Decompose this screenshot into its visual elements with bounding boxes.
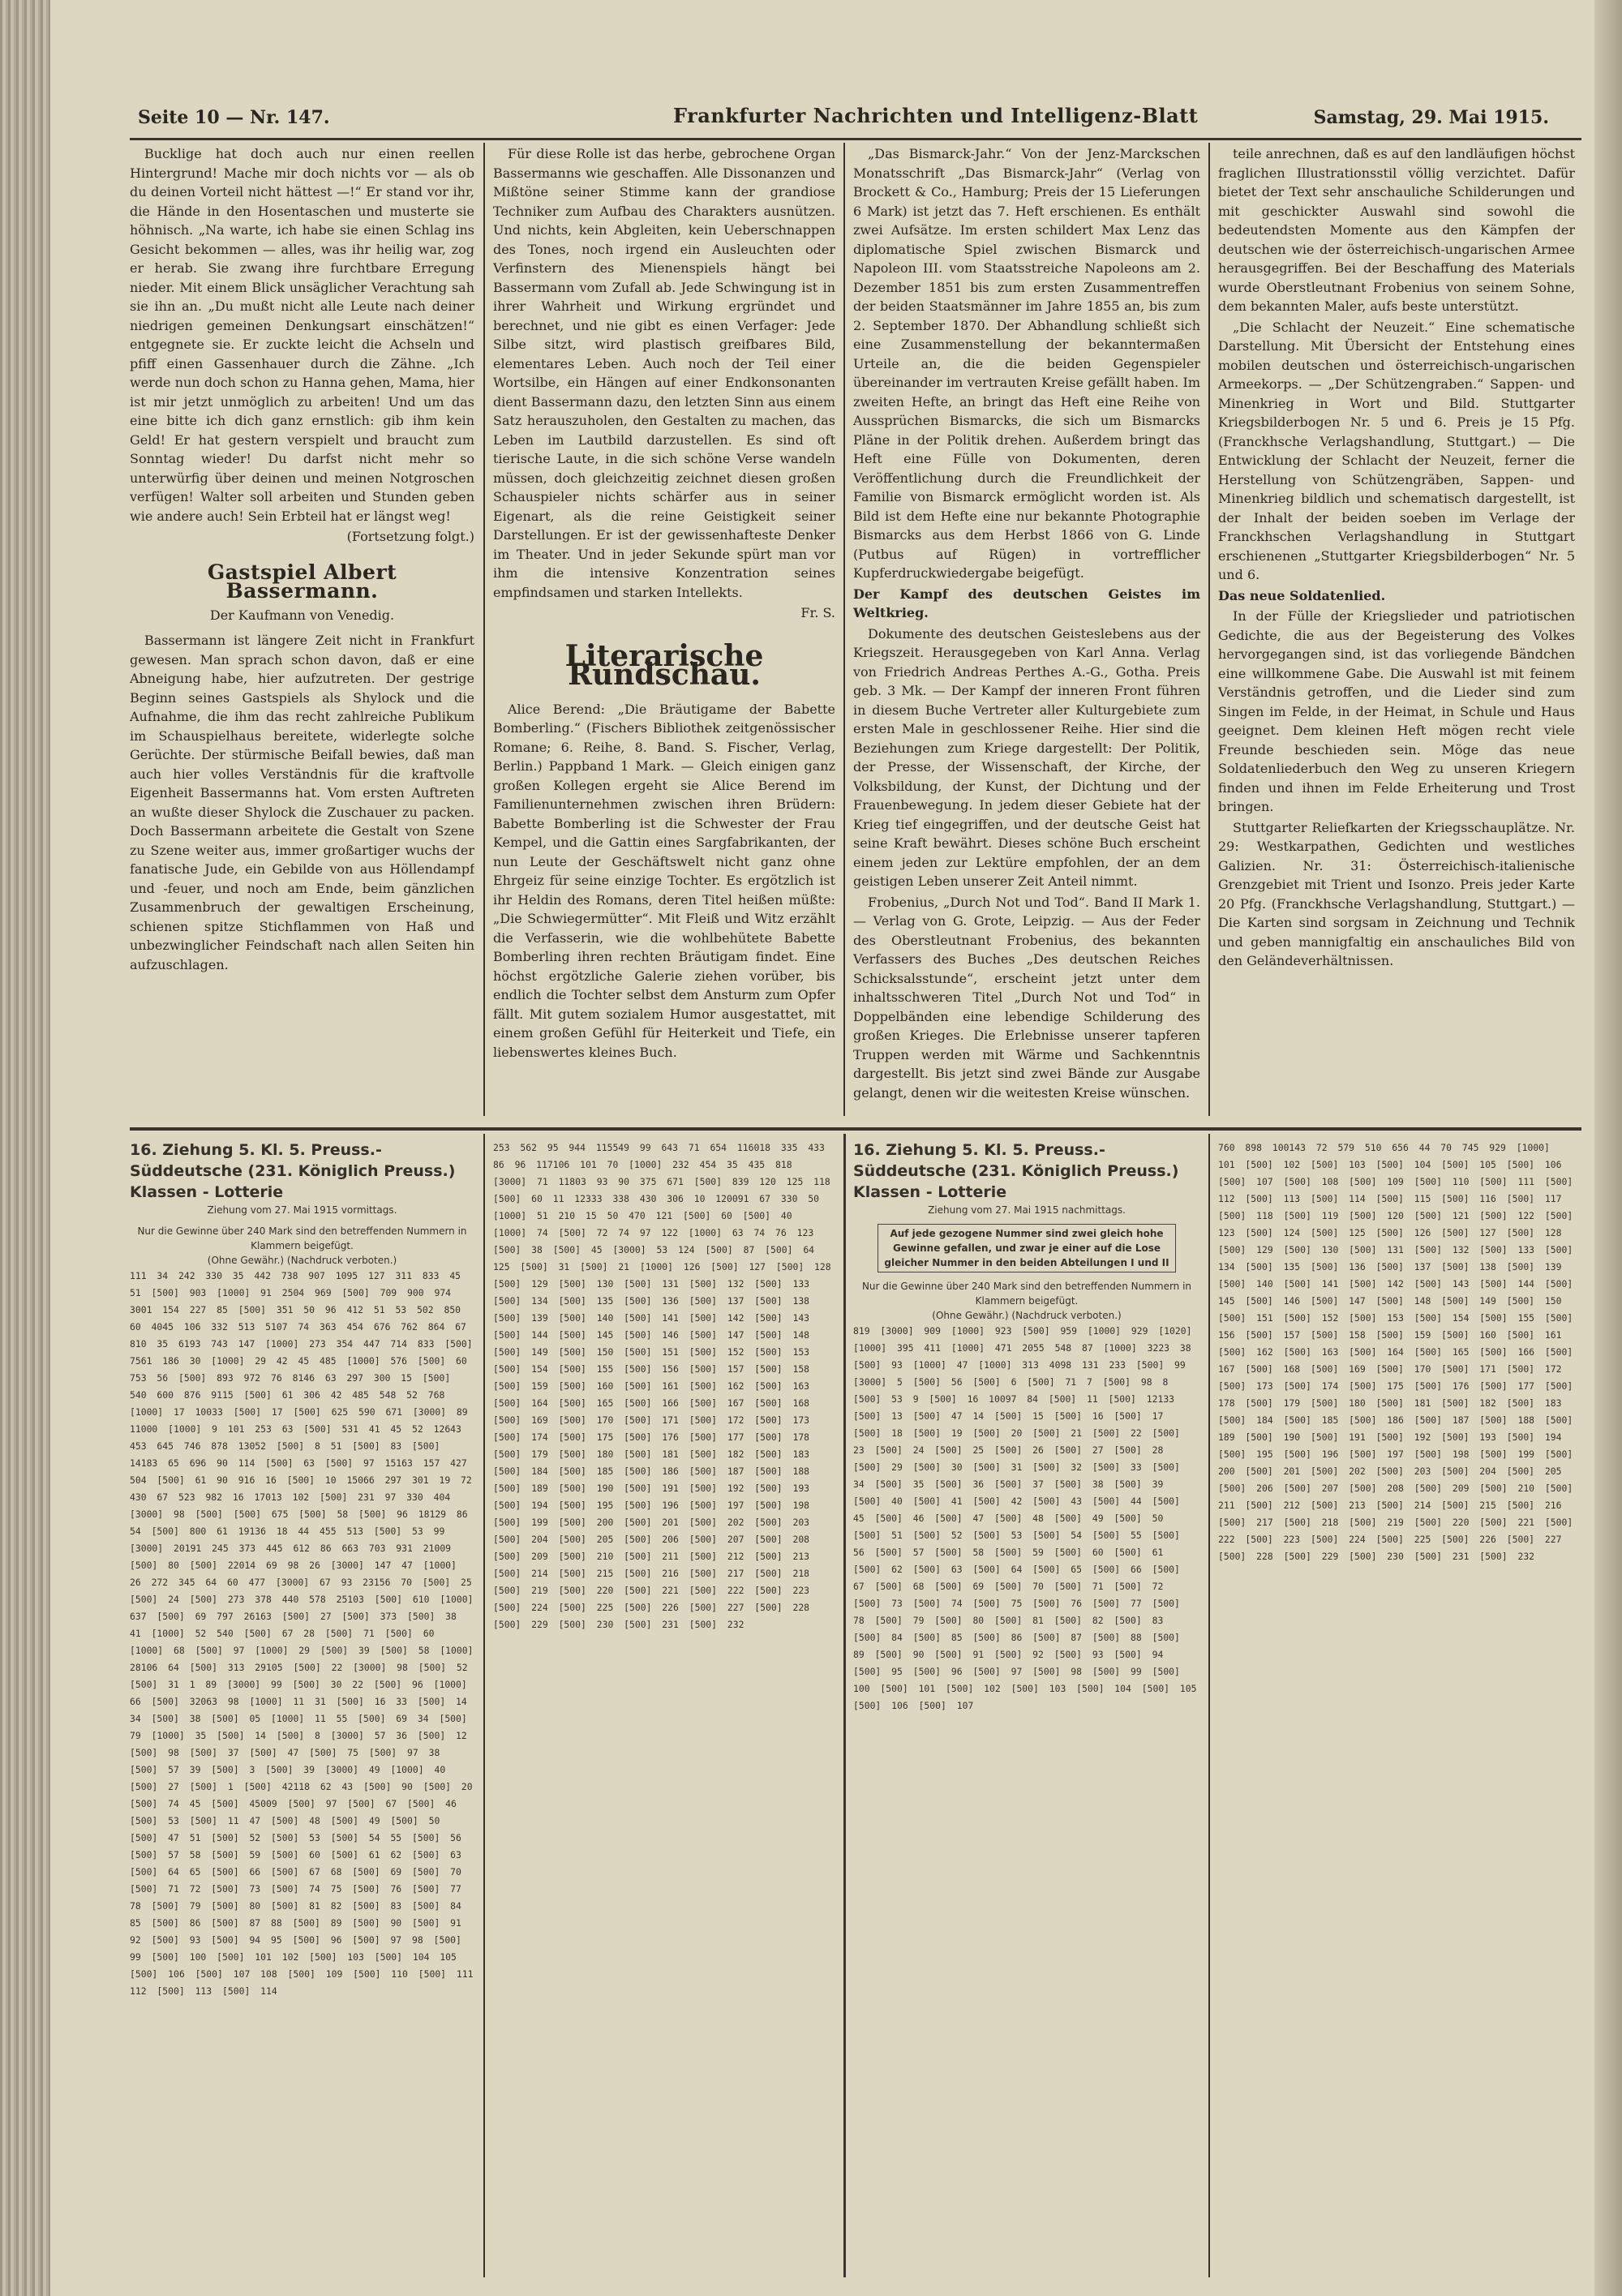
column-rule — [843, 143, 845, 1116]
lottery-column-2 — [493, 1139, 835, 2275]
review-text: Stuttgarter Reliefkarten der Kriegsschauplätze. Nr. 29: Westkarpathen, Gedichten und westliches Galizien. Nr. 31: Österreichisch-italienische Grenzgebiet mit Trient und Isonzo. Preis jeder Karte 20 Pfg. (Franckhsche Verlagshandlung, Stuttgart.) — Die Karten sind sorgsam in Zeichnung und Technik und geben mannigfaltig ein anschauliches Bild von den Geländeverhältnissen. — [1218, 819, 1575, 968]
review-text: „Die Schlacht der Neuzeit.“ Eine schematische Darstellung. Mit Übersicht der Entstehung eines mobilen deutschen und österreichisch-ungarischen Armeekorps. — „Der Schützengraben.“ Sappen- und Minenkrieg in Wort und Bild. Stuttgarter Kriegsbilderbogen Nr. 5 und 6. Preis je 15 Pfg. (Franckhsche Verlagshandlung, Stuttgart.) — Die Entwicklung der Schlacht der Neuzeit, ferner die Herstellung von Schützengräben, Sappen- und Minenkrieg bildlich und schematisch dargestellt, ist der Inhalt der beiden soeben im Verlage der Franckhschen Verlagshandlung in Stuttgart erschienenen „Stuttgarter Kriegsbilderbogen“ Nr. 5 und 6. — [1218, 319, 1575, 582]
story-text: Bucklige hat doch auch nur einen reellen Hintergrund! Mache mir doch nichts vor — als ob du deinen Vorteil nicht hättest —!“ Er stand vor ihr, die Hände in den Hosentaschen und musterte sie höhnisch. „Na warte, ich habe sie einen Schlag ins Gesicht bekommen — alles, was ihr heilig war, zog er herab. Sie zwang ihre furchtbare Erregung nieder. Mit einem Blick unsäglicher Verachtung sah sie ihn an. „Du mußt nicht alle Leute nach deiner niedrigen gemeinen Denkungsart einschätzen!“ entgegnete sie. Er zuckte leicht die Achseln und pfiff einen Gassenhauer durch die Zähne. „Ich werde nun doch schon zu Hanna gehen, Mama, hier ist mir jetzt unmöglich zu arbeiten! Und um das eine bitte ich dich ganz ernstlich: gib ihm kein Geld! Er hat gestern verspielt und braucht zum Sonntag wieder! Du darfst nicht mehr so unterwürfig über deinen und meinen Notgroschen verfügen! Walter soll arbeiten und Stunden geben wie andere auch! Sein Erbteil hat er längst weg! — [130, 146, 474, 524]
lottery-note: Nur die Gewinne über 240 Mark sind den betreffenden Nummern in Klammern beigefügt. — [861, 1281, 1192, 1307]
lottery-numbers: 760 898 100143 72 579 510 656 44 70 745 929 [1000] 101 [500] 102 [500] 103 [500] 104 [500] 105 [500] 106 [500] 107 [500] 108 [500] 109 [500] 110 [500] 111 [500] 112 [500] 113 [500] 114 [500] 115 [500] 116 [500] 117 [500] 118 [500] 119 [500] 120 [500] 121 [500] 122 [500] 123 [500] 124 [500] 125 [500] 126 [500] 127 [500] 128 [500] 129 [500] 130 [500] 131 [500] 132 [500] 133 [500] 134 [500] 135 [500] 136 [500] 137 [500] 138 [500] 139 [500] 140 [500] 141 [500] 142 [500] 143 [500] 144 [500] 145 [500] 146 [500] 147 [500] 148 [500] 149 [500] 150 [500] 151 [500] 152 [500] 153 [500] 154 [500] 155 [500] 156 [500] 157 [500] 158 [500] 159 [500] 160 [500] 161 [500] 162 [500] 163 [500] 164 [500] 165 [500] 166 [500] 167 [500] 168 [500] 169 [500] 170 [500] 171 [500] 172 [500] 173 [500] 174 [500] 175 [500] 176 [500] 177 [500] 178 [500] 179 [500] 180 [500] 181 [500] 182 [500] 183 [500] 184 [500] 185 [500] 186 [500] 187 [500] 188 [500] 189 [500] 190 [500] 191 [500] 192 [500] 193 [500] 194 [500] 195 [500] 196 [500] 197 [500] 198 [500] 199 [500] 200 [500] 201 [500] 202 [500] 203 [500] 204 [500] 205 [500] 206 [500] 207 [500] 208 [500] 209 [500] 210 [500] 211 [500] 212 [500] 213 [500] 214 [500] 215 [500] 216 [500] 217 [500] 218 [500] 219 [500] 220 [500] 221 [500] 222 [500] 223 [500] 224 [500] 225 [500] 226 [500] 227 [500] 228 [500] 229 [500] 230 [500] 231 [500] 232 — [1218, 1142, 1573, 1562]
lottery-numbers: 253 562 95 944 115549 99 643 71 654 116018 335 433 86 96 117106 101 70 [1000] 232 454 35 435 818 [3000] 71 11803 93 90 375 671 [500] 839 120 125 118 [500] 60 11 12333 338 430 306 10 120091 67 330 50 [1000] 51 210 15 50 470 121 [500] 60 [500] 40 [1000] 74 [500] 72 74 97 122 [1000] 63 74 76 123 [500] 38 [500] 45 [3000] 53 124 [500] 87 [500] 64 125 [500] 31 [500] 21 [1000] 126 [500] 127 [500] 128 [500] 129 [500] 130 [500] 131 [500] 132 [500] 133 [500] 134 [500] 135 [500] 136 [500] 137 [500] 138 [500] 139 [500] 140 [500] 141 [500] 142 [500] 143 [500] 144 [500] 145 [500] 146 [500] 147 [500] 148 [500] 149 [500] 150 [500] 151 [500] 152 [500] 153 [500] 154 [500] 155 [500] 156 [500] 157 [500] 158 [500] 159 [500] 160 [500] 161 [500] 162 [500] 163 [500] 164 [500] 165 [500] 166 [500] 167 [500] 168 [500] 169 [500] 170 [500] 171 [500] 172 [500] 173 [500] 174 [500] 175 [500] 176 [500] 177 [500] 178 [500] 179 [500] 180 [500] 181 [500] 182 [500] 183 [500] 184 [500] 185 [500] 186 [500] 187 [500] 188 [500] 189 [500] 190 [500] 191 [500] 192 [500] 193 [500] 194 [500] 195 [500] 196 [500] 197 [500] 198 [500] 199 [500] 200 [500] 201 [500] 202 [500] 203 [500] 204 [500] 205 [500] 206 [500] 207 [500] 208 [500] 209 [500] 210 [500] 211 [500] 212 [500] 213 [500] 214 [500] 215 [500] 216 [500] 217 [500] 218 [500] 219 [500] 220 [500] 221 [500] 222 [500] 223 [500] 224 [500] 225 [500] 226 [500] 227 [500] 228 [500] 229 [500] 230 [500] 231 [500] 232 — [493, 1142, 831, 1630]
lottery-note: Nur die Gewinne über 240 Mark sind den betreffenden Nummern in Klammern beigefügt. — [137, 1225, 467, 1251]
review-text: „Das Bismarck-Jahr.“ Von der Jenz-Marckschen Monatsschrift „Das Bismarck-Jahr“ (Verlag von Brockett & Co., Hamburg; Preis der 15 Lieferungen 6 Mark) ist jetzt das 7. Heft erschienen. Es enthält zwei Aufsätze. Im ersten schildert Max Lenz das diplomatische Spiel zwischen Bismarck und Napoleon III. vom Staatsstreiche Napoleons am 2. Dezember 1851 bis zum ersten Zusammentreffen der beiden Staatsmänner im Jahre 1855 an, bis zum 2. September 1870. Der Abhandlung schließt sich eine Zusammenstellung der bekanntermaßen Urteile an, die die beiden Gegenspieler übereinander im vertrauten Kreise gefällt haben. Im zweiten Hefte, an bringt das Heft eine Reihe von Aussprüchen Bismarcks, die sich um Bismarcks Pläne in der Politik drehen. Außerdem bringt das Heft eine Fülle von Dokumenten, deren Veröffentlichung durch die Freundlichkeit der Familie von Bismarck ermöglicht worden ist. Als Bild ist dem Hefte eine nur bekannte Photographie Bismarcks aus dem Herbst 1866 von G. Linde (Putbus auf Rügen) in vortrefflicher Kupferdruckwiedergabe beigefügt. — [853, 146, 1200, 581]
lottery-date: Ziehung vom 27. Mai 1915 nachmittags. — [928, 1204, 1126, 1216]
story-continuation: (Fortsetzung folgt.) — [346, 529, 474, 544]
lottery-sub: (Ohne Gewähr.) (Nachdruck verboten.) — [207, 1255, 397, 1266]
article-body: Für diese Rolle ist das herbe, gebrochene Organ Bassermanns wie geschaffen. Alle Dissonanzen und Mißtöne seiner Stimme kann der grandiose Techniker zum Aufbau des Charakters ausnützen. Und nichts, kein Abgleiten, kein Ueberschnappen des Tones, noch irgend ein Ausleuchten oder Verfinstern des Mienenspiels hängt bei Bassermann vom Zufall ab. Jede Schwingung ist in ihrer Wahrheit und Wirkung ergründet und berechnet, und nie gibt es einen Verfager: Jede Silbe sitzt, wird plastisch greifbares Bild, elementares Leben. Auch noch der Teil einer Wortsilbe, ein Hängen auf einer Endkonsonanten dient Bassermann dazu, den letzten Sinn aus einem Satz herauszuholen, den Gestalten zu machen, das Leben im Lautbild darzustellen. Es sind oft tierische Laute, in die sich schöne Verse wandeln müssen, doch gleichzeitig zeichnet diesen großen Schauspieler nichts schärfer aus in seiner Eigenart, als die reine Geistigkeit seiner Darstellungen. Er ist der gewissenhafteste Denker im Theater. Und in jeder Sekunde spürt man vor ihm die intensive Konzentration seines empfindsamen und starken Intellekts. — [493, 146, 835, 600]
review-text: In der Fülle der Kriegslieder und patriotischen Gedichte, die aus der Begeisterung des Volkes hervorgegangen sind, ist das vorliegende Bändchen eine willkommene Gabe. Die Auswahl ist mit feinem Verständnis getroffen, und die Lieder sind zum Singen im Felde, in der Heimat, in Schule und Haus geeignet. Dem kleinen Heft mögen recht viele Freunde beschieden sein. Möge das neue Soldatenliederbuch den Weg zu unseren Kriegern finden und ihnen im Felde Erheiterung und Trost bringen. — [1218, 608, 1575, 814]
lottery-date: Ziehung vom 27. Mai 1915 vormittags. — [207, 1204, 397, 1216]
column-rule — [1208, 1134, 1210, 2277]
column-rule — [483, 1134, 485, 2277]
lottery-column-1 — [130, 1139, 474, 2275]
lottery-numbers: 111 34 242 330 35 442 738 907 1095 127 311 833 45 51 [500] 903 [1000] 91 2504 969 [500] 709 900 974 3001 154 227 85 [500] 351 50 96 412 51 53 502 850 60 4045 106 332 513 5107 74 363 454 676 762 864 67 810 35 6193 743 147 [1000] 273 354 447 714 833 [500] 7561 186 30 [1000] 29 42 45 485 [1000] 576 [500] 60 753 56 [500] 893 972 76 8146 63 297 300 15 [500] 540 600 876 9115 [500] 61 306 42 485 548 52 768 [1000] 17 10033 [500] 17 [500] 625 590 671 [3000] 89 11000 [1000] 9 101 253 63 [500] 531 41 45 52 12643 453 645 746 878 13052 [500] 8 51 [500] 83 [500] 14183 65 696 90 114 [500] 63 [500] 97 15163 157 427 504 [500] 61 90 916 16 [500] 10 15066 297 301 19 72 430 67 523 982 16 17013 102 [500] 231 97 330 404 [3000] 98 [500] [500] 675 [500] 58 [500] 96 18129 86 54 [500] 800 61 19136 18 44 455 513 [500] 53 99 [3000] 20191 245 373 445 612 86 663 703 931 21009 [500] 80 [500] 22014 69 98 26 [3000] 147 47 [1000] 26 272 345 64 60 477 [3000] 67 93 23156 70 [500] 25 [500] 24 [500] 273 378 440 578 25103 [500] 610 [1000] 637 [500] 69 797 26163 [500] 27 [500] 373 [500] 38 41 [1000] 52 540 [500] 67 28 [500] 71 [500] 60 [1000] 68 [500] 97 [1000] 29 [500] 39 [500] 58 [1000] 28106 64 [500] 313 29105 [500] 22 [3000] 98 [500] 52 [500] 31 1 89 [3000] 99 [500] 30 22 [500] 96 [1000] 66 [500] 32063 98 [1000] 11 31 [500] 16 33 [500] 14 34 [500] 38 [500] 05 [1000] 11 55 [500] 69 34 [500] 79 [1000] 35 [500] 14 [500] 8 [3000] 57 36 [500] 12 [500] 98 [500] 37 [500] 47 [500] 75 [500] 97 38 [500] 57 39 [500] 3 [500] 39 [3000] 49 [1000] 40 [500] 27 [500] 1 [500] 42118 62 43 [500] 90 [500] 20 [500] 74 45 [500] 45009 [500] 97 [500] 67 [500] 46 [500] 53 [500] 11 47 [500] 48 [500] 49 [500] 50 [500] 47 51 [500] 52 [500] 53 [500] 54 55 [500] 56 [500] 57 58 [500] 59 [500] 60 [500] 61 62 [500] 63 [500] 64 65 [500] 66 [500] 67 68 [500] 69 [500] 70 [500] 71 72 [500] 73 [500] 74 75 [500] 76 [500] 77 78 [500] 79 [500] 80 [500] 81 82 [500] 83 [500] 84 85 [500] 86 [500] 87 88 [500] 89 [500] 90 [500] 91 92 [500] 93 [500] 94 95 [500] 96 [500] 97 98 [500] 99 [500] 100 [500] 101 102 [500] 103 [500] 104 105 [500] 106 [500] 107 108 [500] 109 [500] 110 [500] 111 112 [500] 113 [500] 114 — [130, 1270, 474, 1997]
column-4 — [1218, 144, 1575, 1118]
page-header — [81, 104, 1581, 136]
issue-date: Samstag, 29. Mai 1915. — [1313, 107, 1549, 128]
review-text: Frobenius, „Durch Not und Tod“. Band II Mark 1.— Verlag von G. Grote, Leipzig. — Aus der Feder des Oberstleutnant Frobenius, des bekannten Verfassers des Buches „Des deutschen Reiches Schicksalsstunde“, erscheint jetzt unter dem inhaltsschweren Titel „Durch Not und Tod“ in Doppelbänden eine lebendige Schilderung des großen Krieges. Die Erlebnisse unserer tapferen Truppen werden mit Wärme und Sachkenntnis dargestellt. Bis jetzt sind zwei Bände zur Ausgabe gelangt, denen wir die weitesten Kreise wünschen. — [853, 894, 1200, 1101]
article-subtitle: Der Kaufmann von Venedig. — [209, 607, 395, 623]
column-3 — [853, 144, 1200, 1118]
lottery-box-note: Auf jede gezogene Nummer sind zwei gleich hohe Gewinne gefallen, und zwar je einer auf die Lose gleicher Nummer in den beiden Abteilungen I und II — [878, 1224, 1176, 1272]
section-rule — [130, 1127, 1581, 1131]
lottery-numbers: 819 [3000] 909 [1000] 923 [500] 959 [1000] 929 [1020] [1000] 395 411 [1000] 471 2055 548 87 [1000] 3223 38 [500] 93 [1000] 47 [1000] 313 4098 131 233 [500] 99 [3000] 5 [500] 56 [500] 6 [500] 71 7 [500] 98 8 [500] 53 9 [500] 16 10097 84 [500] 11 [500] 12133 [500] 13 [500] 47 14 [500] 15 [500] 16 [500] 17 [500] 18 [500] 19 [500] 20 [500] 21 [500] 22 [500] 23 [500] 24 [500] 25 [500] 26 [500] 27 [500] 28 [500] 29 [500] 30 [500] 31 [500] 32 [500] 33 [500] 34 [500] 35 [500] 36 [500] 37 [500] 38 [500] 39 [500] 40 [500] 41 [500] 42 [500] 43 [500] 44 [500] 45 [500] 46 [500] 47 [500] 48 [500] 49 [500] 50 [500] 51 [500] 52 [500] 53 [500] 54 [500] 55 [500] 56 [500] 57 [500] 58 [500] 59 [500] 60 [500] 61 [500] 62 [500] 63 [500] 64 [500] 65 [500] 66 [500] 67 [500] 68 [500] 69 [500] 70 [500] 71 [500] 72 [500] 73 [500] 74 [500] 75 [500] 76 [500] 77 [500] 78 [500] 79 [500] 80 [500] 81 [500] 82 [500] 83 [500] 84 [500] 85 [500] 86 [500] 87 [500] 88 [500] 89 [500] 90 [500] 91 [500] 92 [500] 93 [500] 94 [500] 95 [500] 96 [500] 97 [500] 98 [500] 99 [500] 100 [500] 101 [500] 102 [500] 103 [500] 104 [500] 105 [500] 106 [500] 107 — [853, 1325, 1197, 1711]
page-edge — [1594, 0, 1622, 2296]
lottery-sub: (Ohne Gewähr.) (Nachdruck verboten.) — [932, 1310, 1122, 1321]
header-rule — [130, 138, 1581, 140]
column-2 — [493, 144, 835, 1118]
article-title: Gastspiel Albert Bassermann. — [207, 560, 397, 603]
section-title: Literarische Rundschau. — [564, 638, 764, 692]
column-rule — [1208, 143, 1210, 1116]
review-heading: Das neue Soldatenlied. — [1218, 587, 1386, 603]
review-text: Alice Berend: „Die Bräutigame der Babette Bomberling.“ (Fischers Bibliothek zeitgenössischer Romane; 6. Reihe, 8. Band. S. Fischer, Verlag, Berlin.) Pappband 1 Mark. — Gleich einigen ganz großen Kollegen ergeht sie Alice Berend im Familienunternehmen zwischen ihren Brüdern: Babette Bomberling ist die Schwester der Frau Kempel, und die Gattin eines Sargfabrikanten, der nun Leute der Geschäftswelt nicht ganz ohne Ehrgeiz für seine einzige Tochter. Es ergötzlich ist ihr Heldin des Romans, deren Titel heißen müßte: „Die Schwiegermütter“. Mit Fleiß und Witz erzählt die Verfasserin, wie die wohlbehütete Babette Bomberling ihren rechten Bräutigam findet. Eine höchst ergötzliche Galerie ziehen vorüber, bis endlich die Tochter selbst dem Ansturm zum Opfer fällt. Mit gutem sozialem Humor ausgestattet, mit einem großen Gefühl für Heiterkeit und Tiefe, ein liebenswertes kleines Buch. — [493, 701, 835, 1060]
book-binding — [0, 0, 50, 2296]
page-number: Seite 10 — Nr. 147. — [138, 107, 330, 128]
review-heading: Der Kampf des deutschen Geistes im Weltkrieg. — [853, 586, 1200, 620]
lottery-title: 16. Ziehung 5. Kl. 5. Preuss.-Süddeutsche (231. Königlich Preuss.) Klassen - Lotterie — [853, 1141, 1179, 1201]
column-1 — [130, 144, 474, 1118]
review-text: Dokumente des deutschen Geisteslebens aus der Kriegszeit. Herausgegeben von Karl Anna. Verlag von Friedrich Andreas Perthes A.-G., Gotha. Preis geb. 3 Mk. — Der Kampf der inneren Front führen in diesem Buche Vertreter aller Kulturgebiete zum ersten Male in geschlossener Reihe. Hier sind die Beziehungen zum Kriege dargestellt: Der Politik, der Presse, der Wissenschaft, der Kirche, der Volksbildung, der Kunst, der Dichtung und der Frauenbewegung. In jedem dieser Gebiete hat der Krieg tief eingegriffen, und der deutsche Geist hat seine Kraft bewährt. Dieses schöne Buch erscheint einem jeden zur Lektüre empfohlen, der an dem geistigen Leben unserer Zeit Anteil nimmt. — [853, 625, 1200, 889]
column-rule — [843, 1134, 846, 2277]
newspaper-title: Frankfurter Nachrichten und Intelligenz-Blatt — [673, 104, 1199, 127]
article-body: Bassermann ist längere Zeit nicht in Frankfurt gewesen. Man sprach schon davon, daß er eine Abneigung habe, hier aufzutreten. Der gestrige Beginn seines Gastspiels als Shylock und die Aufnahme, die ihm das recht zahlreiche Publikum im Schauspielhaus bereitete, widerlegte solche Gerüchte. Der stürmische Beifall bewies, daß man auch hier volles Verständnis für die kraftvolle Eigenheit Bassermanns hat. Vom ersten Auftreten an wußte dieser Shylock die Zuschauer zu packen. Doch Bassermann arbeitete die Gestalt von Szene zu Szene weiter aus, immer großartiger wuchs der fanatische Jude, ein Gebilde von aus Höllendampf und -feuer, und noch am Ende, beim gänzlichen Zusammenbruch der gewaltigen Erscheinung, schienen spitze Stichflammen von Haß und unbezwinglicher Feindschaft nach allen Seiten hin aufzuschlagen. — [130, 633, 474, 972]
column-rule — [483, 143, 485, 1116]
lottery-column-4 — [1218, 1139, 1575, 2275]
review-text: teile anrechnen, daß es auf den landläufigen höchst fraglichen Illustrationsstil völlig verzichtet. Dafür bietet der Text sehr anschauliche Schilderungen und mit geschickter Auswahl sind sowohl die bedeutendsten Momente aus den Kämpfen der deutschen wie der österreichisch-ungarischen Armee herausgegriffen. Bei der Beschaffung des Materials wurde Oberstleutnant Frobenius von seinem Sohne, dem bekannten Maler, aufs beste unterstützt. — [1218, 146, 1575, 314]
lottery-title: 16. Ziehung 5. Kl. 5. Preuss.-Süddeutsche (231. Königlich Preuss.) Klassen - Lotterie — [130, 1141, 456, 1201]
lottery-column-3 — [853, 1139, 1200, 2275]
article-signature: Fr. S. — [800, 605, 835, 620]
